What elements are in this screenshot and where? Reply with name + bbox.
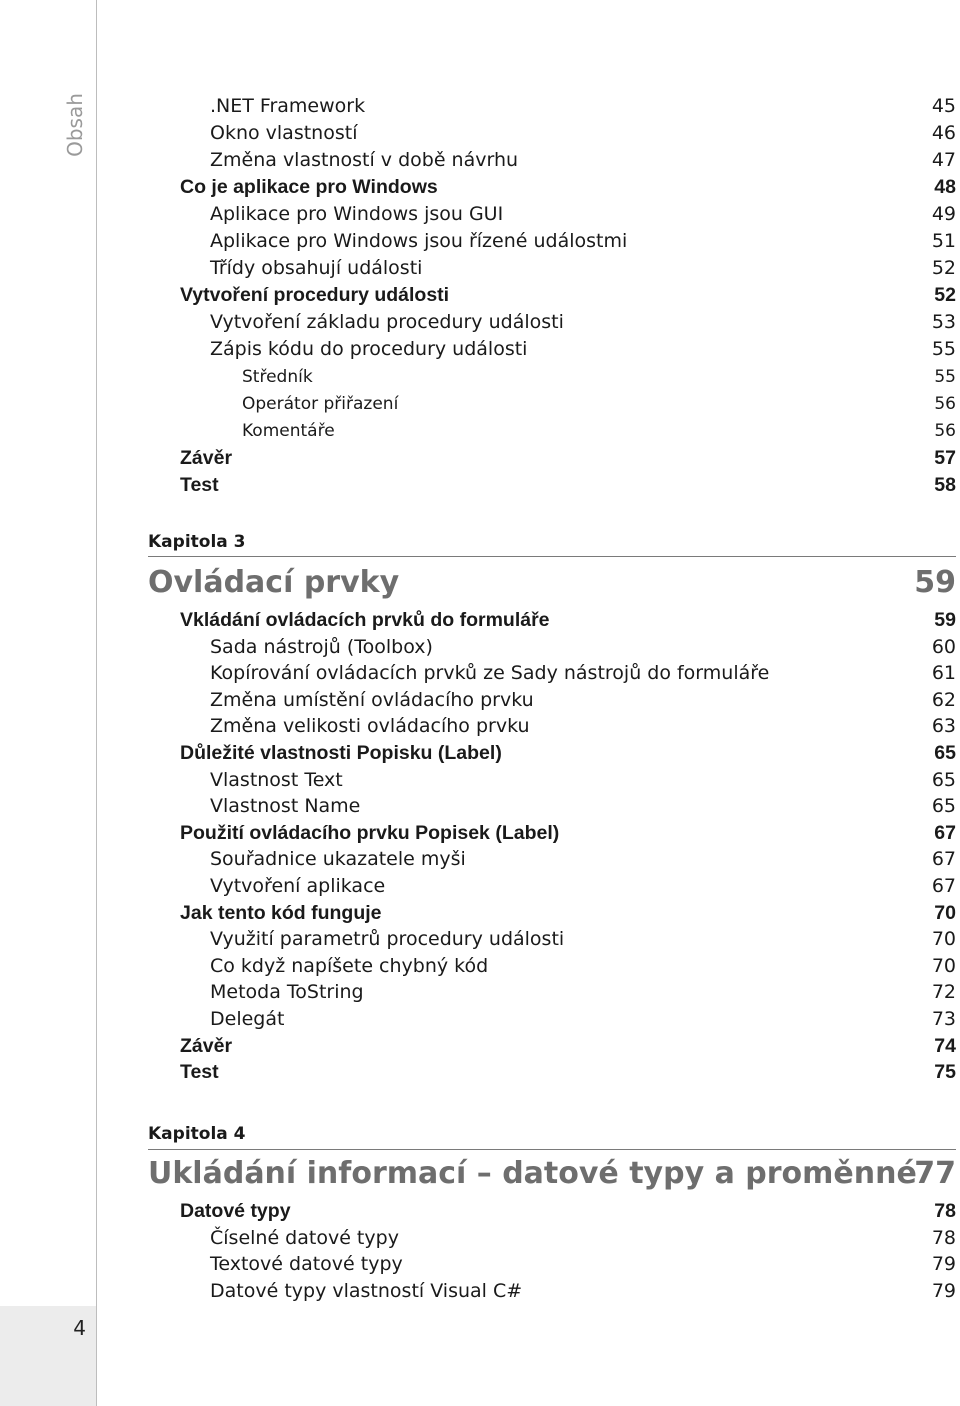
- toc-entry-page: 65: [934, 742, 956, 764]
- toc-entry-page: 45: [931, 95, 956, 117]
- toc-entry-title: Změna velikosti ovládacího prvku: [210, 715, 530, 738]
- toc-entry-page: 60: [931, 635, 956, 658]
- chapter3-title-row: [148, 565, 956, 601]
- toc-entry-title: Vytvoření základu procedury události: [210, 311, 564, 334]
- toc-entry-page: 70: [931, 928, 956, 951]
- toc-entry-title: Delegát: [210, 1008, 285, 1030]
- toc-entry-page: 61: [931, 662, 956, 685]
- sidebar-section: [55, 70, 95, 180]
- toc-entry-page: 48: [934, 176, 956, 199]
- toc-entry-title: Sada nástrojů (Toolbox): [210, 635, 433, 658]
- toc-entry: [180, 607, 956, 633]
- toc-entry-title: Vlastnost Name: [210, 795, 361, 818]
- toc-entry-title: Jak tento kód funguje: [180, 901, 382, 924]
- chapter4-title-row: [148, 1156, 956, 1192]
- toc-entry: [210, 687, 956, 713]
- toc-entry-title: Metoda ToString: [210, 981, 364, 1004]
- chapter4-label: Kapitola 4: [148, 1124, 246, 1144]
- toc-entry-title: Změna vlastností v době návrhu: [210, 149, 519, 172]
- toc-entry-page: 56: [934, 420, 956, 441]
- toc-entry: [210, 228, 956, 254]
- toc-entry-title: Test: [180, 473, 219, 496]
- toc-entry: [210, 979, 956, 1005]
- toc-entry: [210, 846, 956, 872]
- toc-entry: [180, 740, 956, 766]
- toc-entry-page: 65: [931, 768, 956, 791]
- toc-entry: [210, 713, 956, 739]
- toc-entry: [210, 255, 956, 281]
- toc-entry-page: 67: [934, 821, 956, 844]
- toc-entry-page: 53: [931, 311, 956, 334]
- toc-entry: [210, 1006, 956, 1032]
- toc-entry: [210, 660, 956, 686]
- toc-entry-page: 52: [934, 284, 956, 307]
- toc-entry: [180, 472, 956, 498]
- chapter3-page: 59: [914, 565, 956, 600]
- toc-entry-title: Závěr: [180, 1034, 233, 1057]
- toc-entry-title: Číselné datové typy: [210, 1226, 399, 1249]
- toc-entry: [210, 634, 956, 660]
- toc-entry-page: 79: [931, 1253, 956, 1275]
- toc-entry-page: 56: [934, 393, 956, 414]
- toc-entry: [210, 793, 956, 819]
- toc-entry-title: Textové datové typy: [210, 1253, 403, 1275]
- toc-entry: [210, 767, 956, 793]
- toc-entry-title: Aplikace pro Windows jsou řízené událostmi: [210, 230, 628, 253]
- toc-entry-title: Vkládání ovládacích prvků do formuláře: [180, 609, 550, 631]
- toc-entry-title: Třídy obsahují události: [210, 257, 423, 280]
- toc-entry-title: Důležité vlastnosti Popisku (Label): [180, 742, 502, 764]
- toc-entry: [210, 1225, 956, 1251]
- section-label: Obsah: [63, 93, 87, 157]
- toc-entry-page: 55: [934, 366, 956, 387]
- toc-entry: [210, 926, 956, 952]
- toc-entry-page: 75: [934, 1061, 956, 1084]
- toc-entry-page: 63: [931, 715, 956, 738]
- toc-entry-title: Co je aplikace pro Windows: [180, 176, 438, 199]
- toc-entry-page: 72: [931, 981, 956, 1004]
- toc-entry-title: Změna umístění ovládacího prvku: [210, 688, 534, 711]
- toc-entry: [210, 147, 956, 173]
- page-number-box: [0, 1306, 96, 1406]
- toc-entry: [210, 336, 956, 362]
- toc-entry-title: Souřadnice ukazatele myši: [210, 848, 466, 871]
- toc-entry: [210, 309, 956, 335]
- toc-entry-title: Použití ovládacího prvku Popisek (Label): [180, 821, 560, 844]
- toc-entry: [210, 1251, 956, 1277]
- toc-entry-title: Zápis kódu do procedury události: [210, 338, 528, 361]
- toc-entry: [242, 364, 956, 390]
- toc-entry: [210, 873, 956, 899]
- toc-entry-page: 47: [931, 149, 956, 172]
- toc-entry-title: Komentáře: [242, 420, 335, 441]
- toc-entry: [210, 953, 956, 979]
- toc-entry-title: Okno vlastností: [210, 122, 358, 145]
- chapter3-label: Kapitola 3: [148, 532, 246, 552]
- toc-entry-page: 55: [931, 338, 956, 361]
- toc-entry: [180, 820, 956, 846]
- toc-entry: [210, 1278, 956, 1304]
- toc-entry-page: 73: [931, 1008, 956, 1030]
- chapter4-divider: [148, 1149, 956, 1150]
- toc-entry: [242, 418, 956, 444]
- toc-entry-title: Datové typy: [180, 1200, 291, 1222]
- toc-entry: [180, 1059, 956, 1085]
- toc-entry: [180, 174, 956, 200]
- toc-entry-page: 51: [931, 230, 956, 253]
- toc-entry: [242, 391, 956, 417]
- toc-entry-page: 52: [931, 257, 956, 280]
- toc-entry: [180, 1033, 956, 1059]
- toc-entry-title: Vytvoření aplikace: [210, 875, 386, 897]
- page-number: 4: [73, 1316, 86, 1340]
- toc-entry-page: 70: [931, 954, 956, 977]
- toc-entry: [210, 120, 956, 146]
- toc-entry-page: 79: [931, 1279, 956, 1302]
- toc-entry-title: Kopírování ovládacích prvků ze Sady nástrojů do formuláře: [210, 662, 770, 685]
- margin-rule: [96, 0, 97, 1406]
- toc-entry-page: 49: [931, 203, 956, 226]
- toc-entry-title: Operátor přiřazení: [242, 393, 399, 414]
- chapter3-divider: [148, 556, 956, 557]
- toc-entry-page: 62: [931, 688, 956, 711]
- toc-entry-page: 57: [934, 446, 956, 469]
- toc-entry-page: 46: [931, 122, 956, 145]
- toc-entry-title: .NET Framework: [210, 95, 366, 117]
- toc-entry-title: Využití parametrů procedury události: [210, 928, 565, 951]
- toc-entry-page: 70: [934, 901, 956, 924]
- toc-entry-title: Závěr: [180, 446, 233, 469]
- toc-entry: [180, 282, 956, 308]
- toc-entry-page: 74: [934, 1034, 956, 1057]
- toc-entry-title: Středník: [242, 366, 313, 387]
- toc-entry-title: Vlastnost Text: [210, 768, 343, 791]
- chapter3-title: Ovládací prvky: [148, 565, 400, 600]
- toc-entry-title: Aplikace pro Windows jsou GUI: [210, 203, 504, 226]
- chapter4-title: Ukládání informací – datové typy a proměnné: [148, 1156, 917, 1191]
- toc-entry-title: Test: [180, 1061, 219, 1084]
- toc-entry-page: 78: [934, 1200, 956, 1222]
- toc-entry-title: Datové typy vlastností Visual C#: [210, 1279, 523, 1302]
- toc-entry: [180, 1198, 956, 1224]
- toc-entry: [210, 201, 956, 227]
- toc-entry-page: 78: [931, 1226, 956, 1249]
- toc-entry: [210, 93, 956, 119]
- toc-entry-page: 59: [934, 609, 956, 631]
- toc-entry: [180, 445, 956, 471]
- toc-entry-page: 58: [934, 473, 956, 496]
- toc-entry: [180, 900, 956, 926]
- toc-entry-page: 67: [931, 875, 956, 897]
- toc-entry-title: Co když napíšete chybný kód: [210, 954, 489, 977]
- chapter4-page: 77: [914, 1156, 956, 1191]
- toc-entry-title: Vytvoření procedury události: [180, 284, 450, 307]
- toc-entry-page: 67: [931, 848, 956, 871]
- toc-entry-page: 65: [931, 795, 956, 818]
